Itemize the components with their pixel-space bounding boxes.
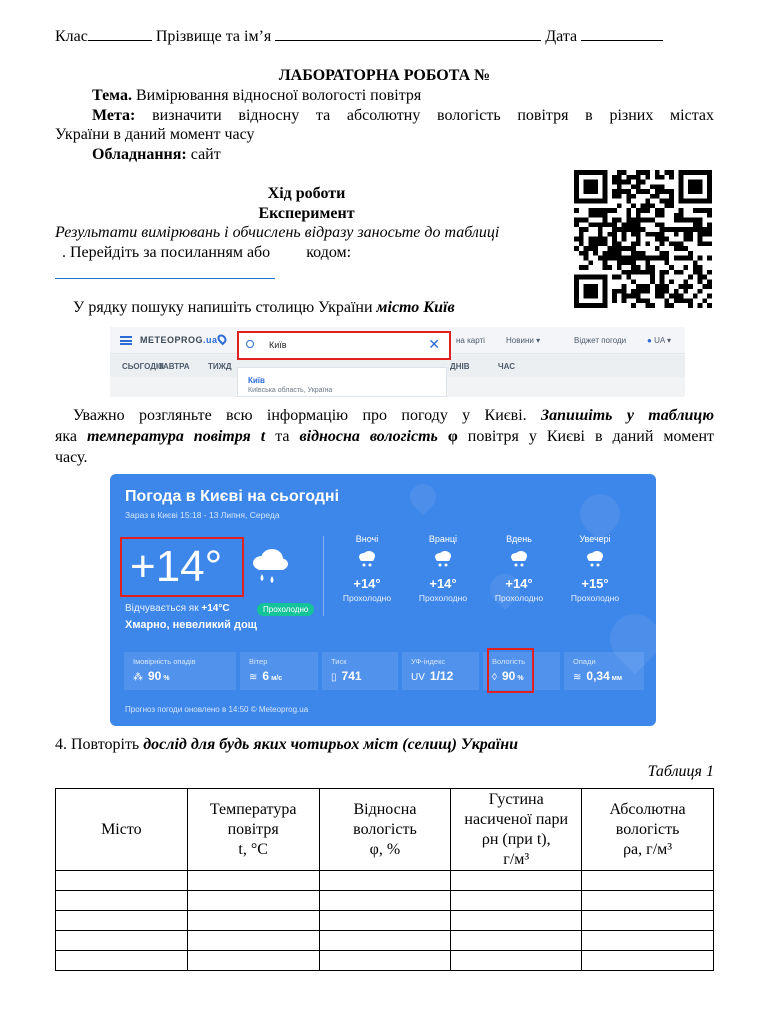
table-cell[interactable] (56, 871, 188, 891)
current-temp: +14° (130, 542, 223, 591)
stat-value: ⁂ 90 % (133, 669, 170, 683)
date-field[interactable] (581, 27, 663, 41)
table-row (56, 891, 714, 911)
stat-1 (240, 652, 318, 690)
stat-label: УФ-індекс (411, 657, 446, 666)
qr-code-icon (571, 170, 715, 308)
tab-week[interactable]: ТИЖД (208, 362, 232, 371)
stat-0 (124, 652, 236, 690)
step1-line (62, 243, 351, 262)
step4-italic: дослід для будь яких чотирьох міст (селищ) України (143, 736, 519, 753)
period-temp: +14° (429, 576, 457, 591)
class-field[interactable] (88, 27, 152, 41)
feels-like: Відчувається як +14°C (125, 603, 230, 614)
stat-3 (402, 652, 479, 690)
pressure-icon: ▯ (331, 672, 337, 683)
table-cell[interactable] (187, 871, 319, 891)
table-row (56, 951, 714, 971)
period-0 (332, 534, 402, 603)
period-temp: +15° (581, 576, 609, 591)
instr2-e: t (260, 428, 266, 445)
table-cell[interactable] (56, 911, 188, 931)
tab-today[interactable]: СЬОГОДНІ (122, 362, 164, 371)
menu-widget[interactable]: Віджет погоди (574, 336, 627, 345)
stat-label: Тиск (331, 657, 347, 666)
menu-icon[interactable] (120, 336, 132, 345)
stat-value: ≋ 6 м/с (249, 669, 283, 683)
table-cell[interactable] (582, 871, 714, 891)
clear-icon[interactable]: ✕ (428, 336, 440, 352)
table-cell[interactable] (582, 891, 714, 911)
table-row (56, 911, 714, 931)
procedure-title: Хід роботи (267, 185, 346, 202)
instr2-c: яка (55, 428, 77, 445)
header-line (55, 27, 663, 46)
table-cell[interactable] (319, 931, 451, 951)
table-cell[interactable] (319, 911, 451, 931)
goal-text-1: визначити відносну та абсолютну вологість повітря в різних містах (152, 107, 715, 124)
stat-value: ▯ 741 (331, 669, 362, 683)
topic-line (92, 86, 421, 105)
instr2-f: та (275, 428, 290, 445)
class-label: Клас (55, 28, 88, 45)
instr2-i: повітря у Києві в даний момент (467, 428, 714, 445)
page-title: ЛАБОРАТОРНА РОБОТА № (278, 67, 491, 84)
date-label: Дата (545, 28, 578, 45)
step4-prefix: 4. Повторіть (55, 736, 140, 753)
instr2-g: відносна вологість (299, 428, 438, 445)
topic-text: Вимірювання відносної вологості повітря (135, 87, 422, 104)
period-temp: +14° (353, 576, 381, 591)
goal-text-2: України в даний момент часу (55, 126, 255, 143)
results-table (55, 788, 714, 971)
wind-rain-icon: ⁂ (133, 672, 143, 683)
stat-label: Вологість (492, 657, 526, 666)
table-caption: Таблиця 1 (647, 763, 714, 780)
cloud-rain-icon (433, 549, 453, 569)
table-header-3: Густина насиченої пари ρн (при t), г/м³ (451, 789, 582, 871)
table-cell[interactable] (187, 911, 319, 931)
tab-tomorrow[interactable]: ЗАВТРА (158, 362, 190, 371)
feels-badge: Прохолодно (257, 603, 314, 616)
step1-text: . Перейдіть за посиланням або (62, 244, 271, 261)
period-label: Увечері (579, 534, 611, 544)
instr2-line-1 (55, 406, 714, 426)
table-header-row (56, 789, 714, 871)
humidity-highlight (487, 648, 534, 693)
period-2 (484, 534, 554, 603)
table-header-4: Абсолютна вологість ρа, г/м³ (582, 789, 714, 871)
instr2-j: часу. (55, 449, 88, 466)
period-desc: Прохолодно (342, 593, 392, 603)
stat-value: ◊ 90 % (492, 669, 524, 683)
stat-5 (564, 652, 644, 690)
period-temp: +14° (505, 576, 533, 591)
equipment-label: Обладнання: (92, 146, 187, 163)
name-field[interactable] (275, 27, 541, 41)
precip-icon: ≋ (573, 672, 582, 683)
instr2-h: φ (447, 428, 458, 445)
equipment-text: сайт (190, 146, 221, 163)
goal-label: Мета: (92, 107, 136, 124)
instr2-b: Запишіть у таблицю (541, 407, 715, 424)
period-desc: Прохолодно (418, 593, 468, 603)
instr2-a: Уважно розгляньте всю інформацію про погоду у Києві. (73, 407, 527, 424)
period-label: Вдень (506, 534, 532, 544)
stat-label: Імовірність опадів (133, 657, 196, 666)
equipment-line (92, 145, 221, 164)
weather-title: Погода в Києві на сьогодні (125, 488, 340, 505)
experiment-title: Експеримент (258, 205, 355, 222)
topic-label: Тема. (92, 87, 132, 104)
cloud-rain-icon (250, 546, 290, 588)
wind-icon: ≋ (249, 672, 258, 683)
table-cell[interactable] (582, 951, 714, 971)
table-row (56, 871, 714, 891)
table-cell[interactable] (56, 931, 188, 951)
name-label: Прізвище та ім’я (155, 28, 272, 45)
search-instruction-prefix: У рядку пошуку напишіть столицю України (73, 299, 373, 316)
cloud-rain-icon (509, 549, 529, 569)
cloud-rain-icon (357, 549, 377, 569)
tab-days[interactable]: ДНІВ (450, 362, 470, 371)
table-header-2: Відносна вологість φ, % (319, 789, 451, 871)
search-input[interactable]: Київ (269, 340, 287, 350)
drop-icon: ◊ (492, 672, 497, 683)
table-cell[interactable] (319, 951, 451, 971)
search-instruction (73, 298, 455, 317)
site-logo[interactable]: METEOPROG.ua (140, 335, 218, 345)
menu-news[interactable]: Новини ▾ (506, 336, 541, 345)
table-cell[interactable] (319, 871, 451, 891)
stat-value: UV 1/12 (411, 669, 454, 683)
period-3 (560, 534, 630, 603)
suggestion-city[interactable]: Київ (248, 376, 265, 385)
search-input-box[interactable] (237, 331, 451, 360)
table-cell[interactable] (582, 931, 714, 951)
stat-label: Опади (573, 657, 596, 666)
search-icon (246, 340, 254, 348)
tab-time[interactable]: ЧАС (498, 362, 515, 371)
menu-lang[interactable]: ● UA ▾ (647, 336, 671, 345)
table-cell[interactable] (187, 931, 319, 951)
table-cell[interactable] (451, 931, 582, 951)
step1-suffix: кодом: (306, 244, 352, 261)
period-1 (408, 534, 478, 603)
search-screenshot (110, 327, 685, 397)
instr2-d: температура повітря (86, 428, 251, 445)
goal-line-1 (55, 106, 714, 125)
table-cell[interactable] (56, 951, 188, 971)
table-header-1: Температура повітря t, °C (187, 789, 319, 871)
results-note: Результати вимірювань і обчислень відразу заносьте до таблиці (55, 224, 500, 241)
table-cell[interactable] (451, 871, 582, 891)
table-cell[interactable] (319, 891, 451, 911)
search-suggestions (237, 367, 447, 397)
period-desc: Прохолодно (570, 593, 620, 603)
cloud-rain-icon (585, 549, 605, 569)
search-instruction-city: місто Київ (376, 299, 455, 316)
table-header-0: Місто (56, 789, 188, 871)
table-cell[interactable] (187, 891, 319, 911)
table-cell[interactable] (451, 891, 582, 911)
period-desc: Прохолодно (494, 593, 544, 603)
weather-screenshot (110, 474, 656, 726)
table-cell[interactable] (187, 951, 319, 971)
table-cell[interactable] (56, 891, 188, 911)
menu-map[interactable]: на карті (456, 336, 485, 345)
weather-subtitle: Зараз в Києві 15:18 - 13 Липня, Середа (125, 510, 280, 520)
stat-2 (322, 652, 398, 690)
stat-value: ≋ 0,34 мм (573, 669, 623, 683)
table-cell[interactable] (451, 911, 582, 931)
step4-line (55, 735, 518, 754)
stat-label: Вітер (249, 657, 268, 666)
table-cell[interactable] (451, 951, 582, 971)
weather-footer: Прогноз погоди оновлено в 14:50 © Meteoprog.ua (125, 705, 309, 714)
suggestion-region: Київська область, Україна (248, 387, 333, 394)
temp-highlight (120, 537, 244, 597)
table-body (56, 871, 714, 971)
period-label: Вночі (355, 534, 379, 544)
weather-condition: Хмарно, невеликий дощ (125, 619, 257, 631)
link-placeholder[interactable] (55, 278, 275, 279)
table-cell[interactable] (582, 911, 714, 931)
period-label: Вранці (428, 534, 458, 544)
instr2-line-2 (55, 427, 714, 447)
uv-icon: UV (411, 672, 425, 683)
table-row (56, 931, 714, 951)
